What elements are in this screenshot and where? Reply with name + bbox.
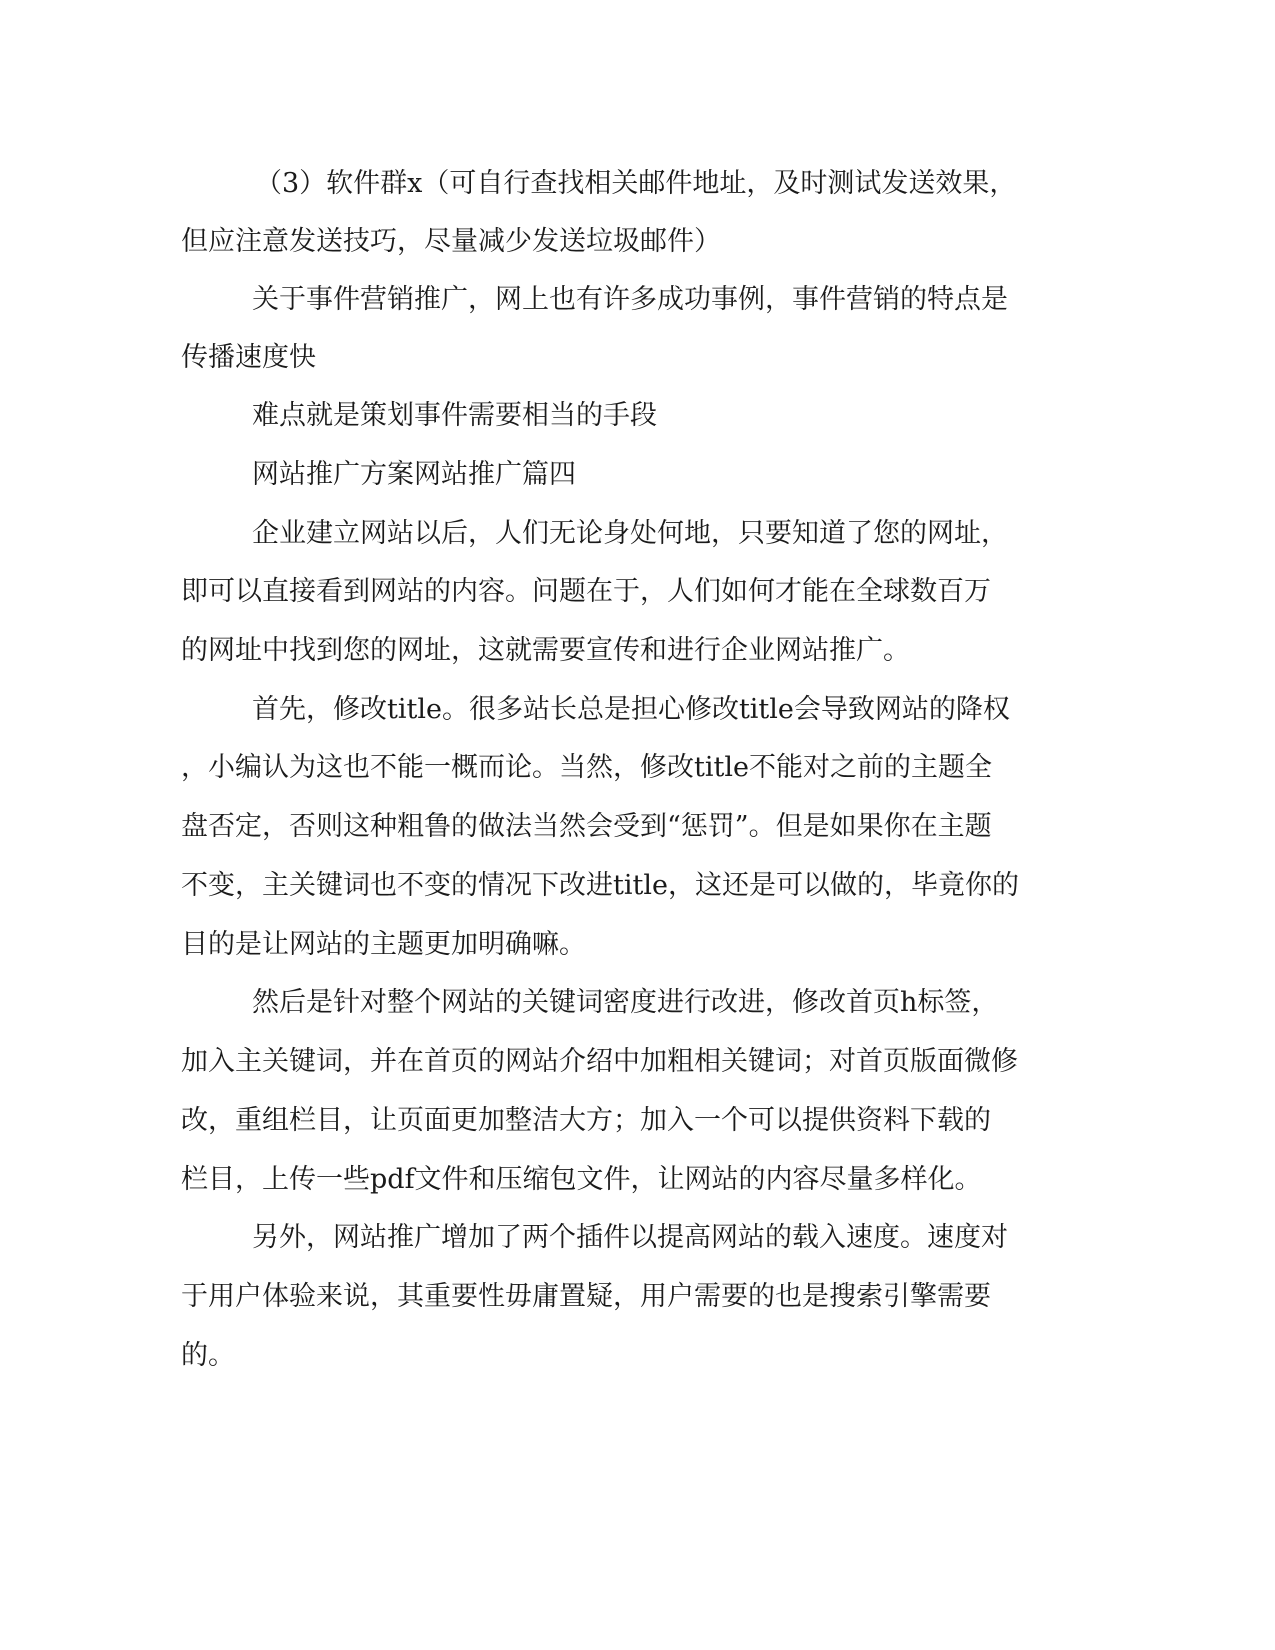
text-line: 不变，主关键词也不变的情况下改进title，这还是可以做的，毕竟你的 [181,870,1019,901]
text-line: ，小编认为这也不能一概而论。当然，修改title不能对之前的主题全 [181,752,992,783]
text-line: 传播速度快 [181,342,316,373]
text-line: 的。 [181,1340,235,1371]
text-line: 但应注意发送技巧，尽量减少发送垃圾邮件） [181,226,721,257]
text-line: 栏目，上传一些pdf文件和压缩包文件，让网站的内容尽量多样化。 [181,1164,982,1195]
text-line: 的网址中找到您的网址，这就需要宣传和进行企业网站推广。 [181,635,910,666]
text-line: 企业建立网站以后，人们无论身处何地，只要知道了您的网址， [252,518,1008,549]
text-line: 盘否定，否则这种粗鲁的做法当然会受到“惩罚”。但是如果你在主题 [181,811,992,842]
text-line: 另外，网站推广增加了两个插件以提高网站的载入速度。速度对 [252,1222,1008,1253]
section-heading: 网站推广方案网站推广篇四 [252,459,576,490]
text-line: 改，重组栏目，让页面更加整洁大方；加入一个可以提供资料下载的 [181,1105,991,1136]
text-line: 加入主关键词，并在首页的网站介绍中加粗相关键词；对首页版面微修 [181,1046,1018,1077]
text-line: （3）软件群x（可自行查找相关邮件地址，及时测试发送效果， [255,168,1017,199]
text-line: 即可以直接看到网站的内容。问题在于，人们如何才能在全球数百万 [181,576,991,607]
text-line: 首先，修改title。很多站长总是担心修改title会导致网站的降权 [252,694,1010,725]
text-line: 目的是让网站的主题更加明确嘛。 [181,929,586,960]
text-line: 难点就是策划事件需要相当的手段 [252,400,657,431]
text-line: 于用户体验来说，其重要性毋庸置疑，用户需要的也是搜索引擎需要 [181,1281,991,1312]
text-line: 然后是针对整个网站的关键词密度进行改进，修改首页h标签， [252,987,999,1018]
text-line: 关于事件营销推广，网上也有许多成功事例，事件营销的特点是 [252,284,1008,315]
